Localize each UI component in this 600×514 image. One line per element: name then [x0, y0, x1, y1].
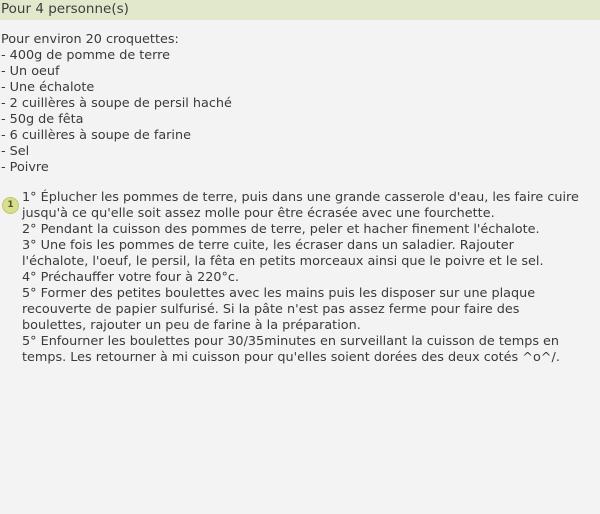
ingredient-item: - 400g de pomme de terre: [1, 48, 171, 63]
ingredient-item: - Un oeuf: [1, 64, 60, 79]
ingredient-item: - 50g de fêta: [1, 112, 84, 127]
ingredient-item: - Une échalote: [1, 80, 95, 95]
ingredients-intro: Pour environ 20 croquettes:: [1, 32, 179, 47]
servings-title: Pour 4 personne(s): [1, 1, 129, 17]
step-line: 2° Pendant la cuisson des pommes de terre, peler et hacher finement l'échalote.: [22, 222, 540, 237]
step-line: jusqu'à ce qu'elle soit assez molle pour être écrasée avec une fourchette.: [22, 206, 495, 221]
step-line: temps. Les retourner à mi cuisson pour qu'elles soient dorées des deux cotés ^o^/.: [22, 350, 560, 365]
step-line: 1° Éplucher les pommes de terre, puis dans une grande casserole d'eau, les faire cuire: [22, 190, 579, 205]
step-line: 3° Une fois les pommes de terre cuite, les écraser dans un saladier. Rajouter: [22, 238, 514, 253]
step-number-badge: 1: [2, 197, 19, 214]
step-line: 4° Préchauffer votre four à 220°c.: [22, 270, 240, 285]
step-line: 5° Former des petites boulettes avec les mains puis les disposer sur une plaque: [22, 286, 536, 301]
step-line: l'échalote, l'oeuf, le persil, la fêta en petits morceaux ainsi que le poivre et le sel.: [22, 254, 544, 269]
step-line: boulettes, rajouter un peu de farine à la préparation.: [22, 318, 361, 333]
preparation-steps: [22, 190, 598, 366]
step-line: 5° Enfourner les boulettes pour 30/35minutes en surveillant la cuisson de temps en: [22, 334, 560, 349]
ingredient-item: - Sel: [1, 144, 30, 159]
recipe-header: [0, 0, 600, 20]
ingredient-item: - 6 cuillères à soupe de farine: [1, 128, 191, 143]
step-line: recouverte de papier sulfurisé. Si la pâte n'est pas assez ferme pour faire des: [22, 302, 520, 317]
ingredient-item: - Poivre: [1, 160, 49, 175]
ingredients-list: [1, 32, 232, 176]
ingredient-item: - 2 cuillères à soupe de persil haché: [1, 96, 232, 111]
